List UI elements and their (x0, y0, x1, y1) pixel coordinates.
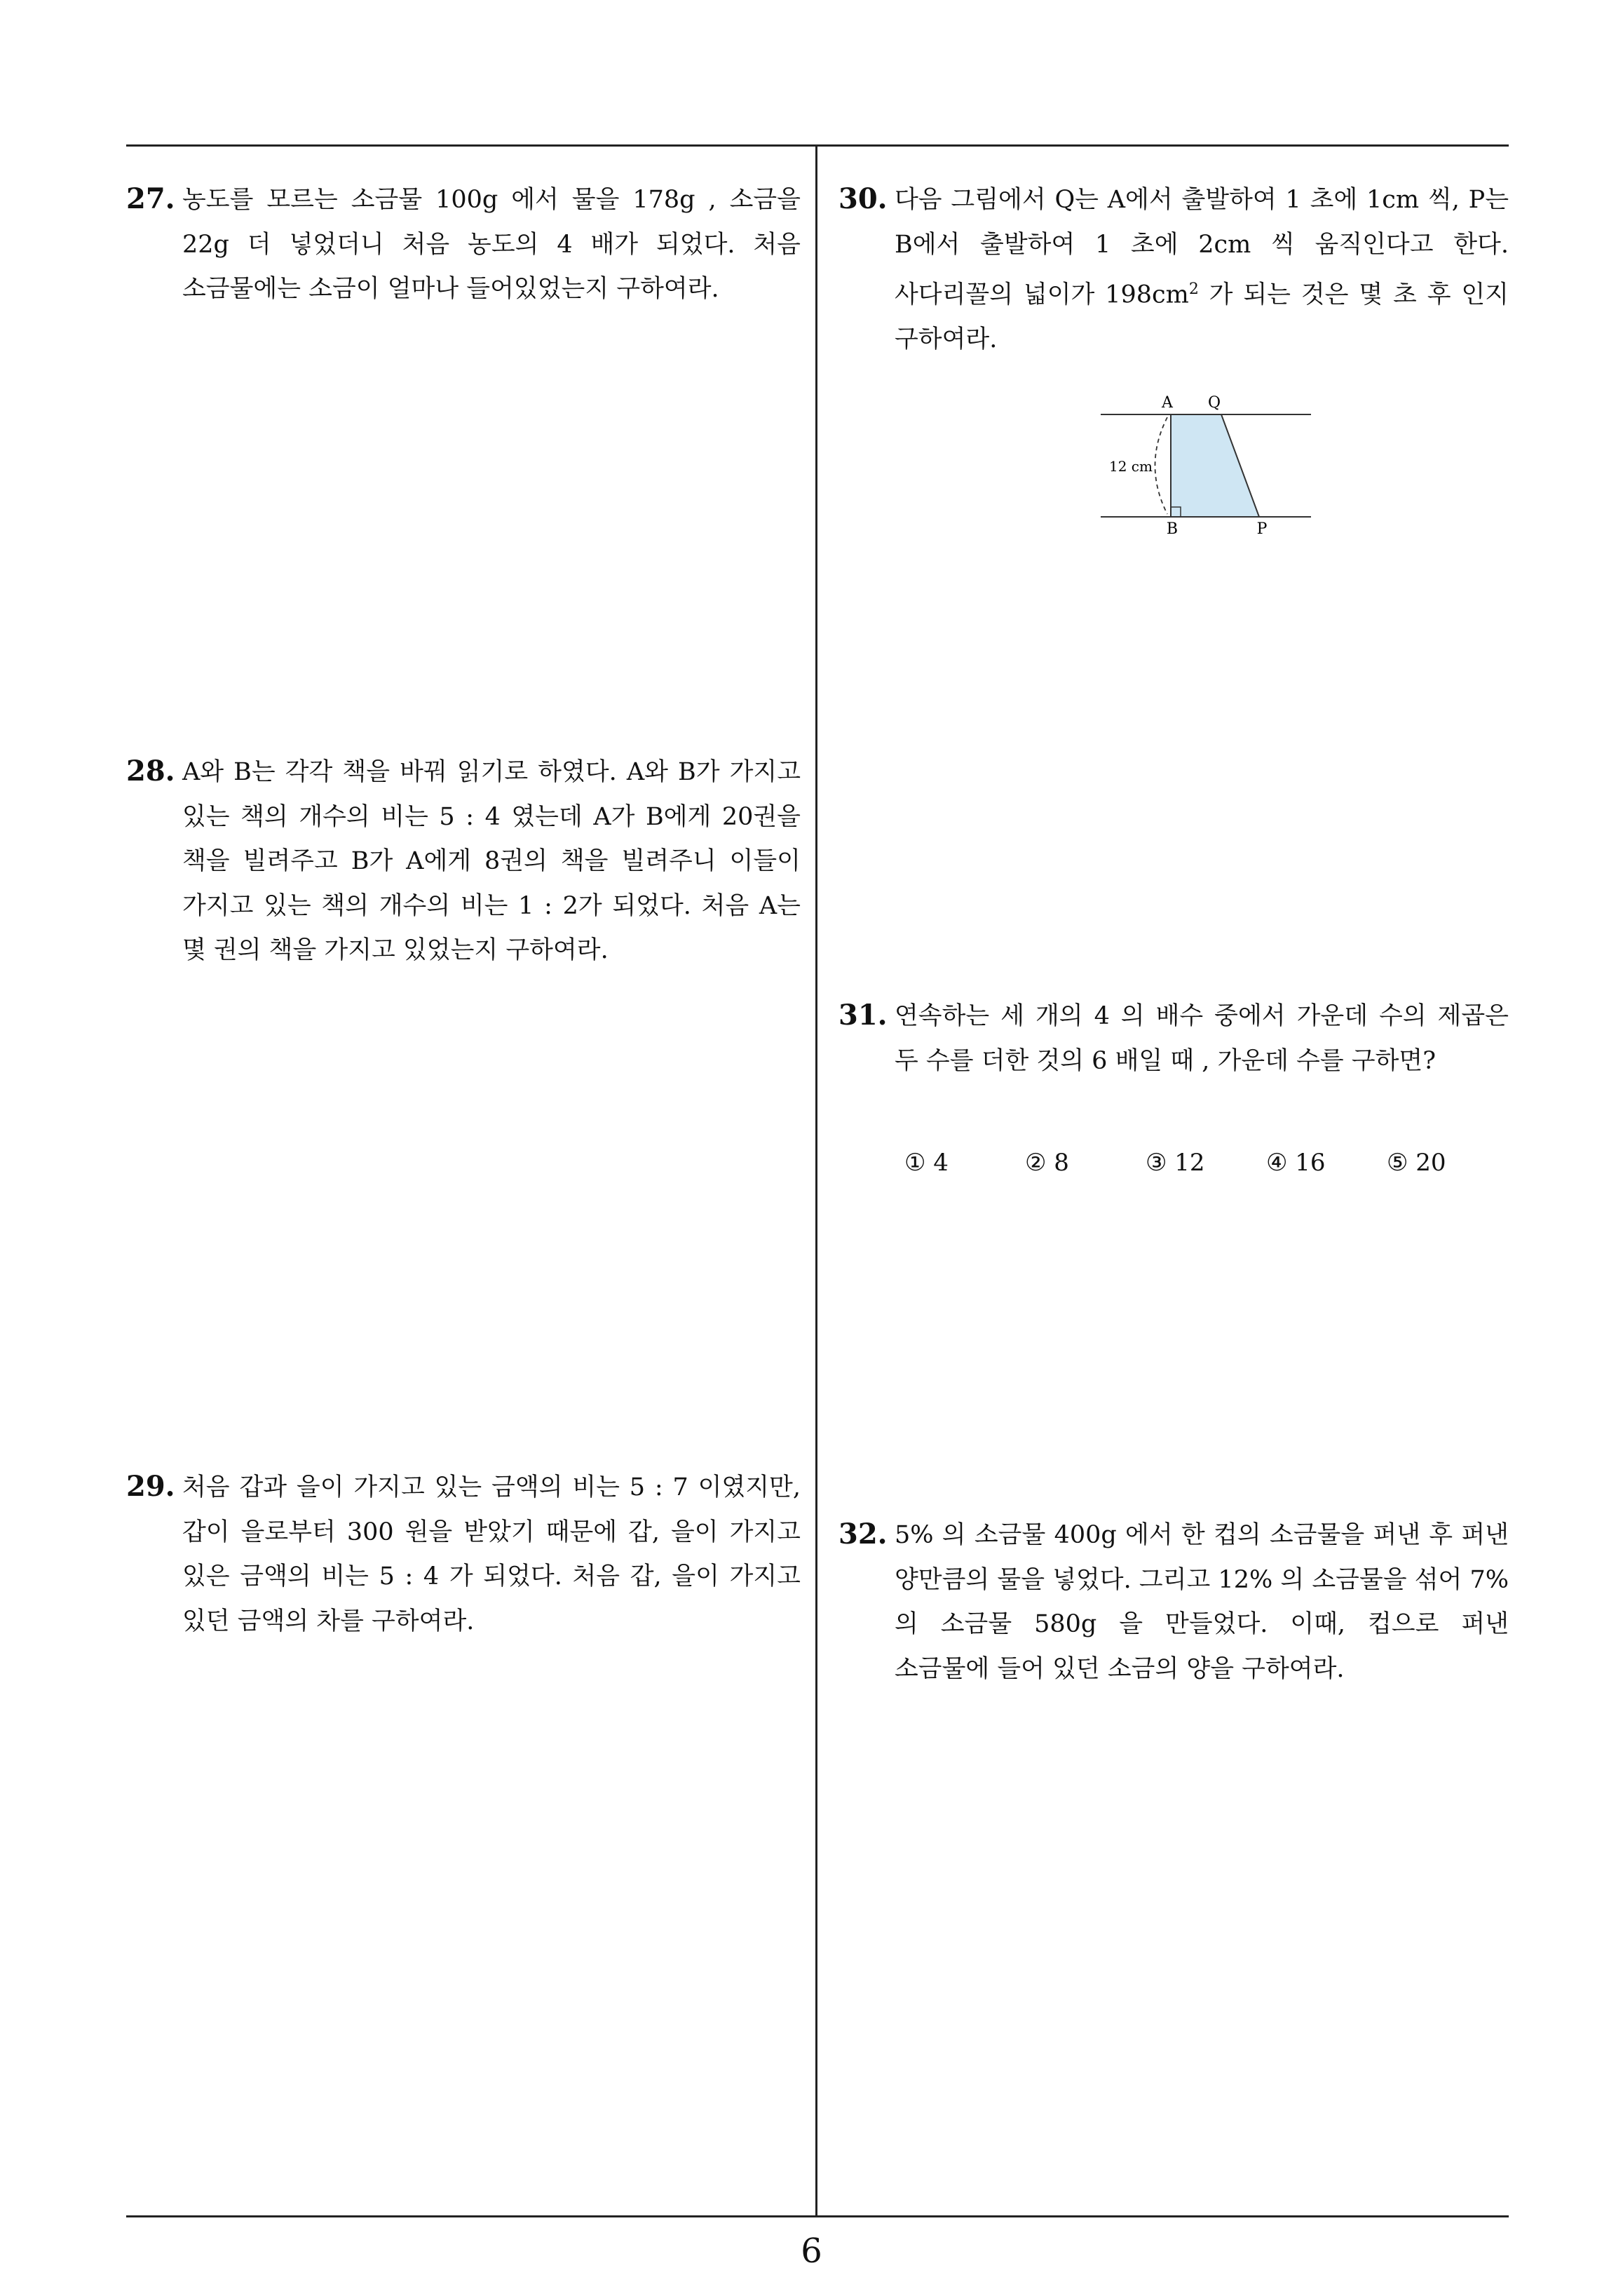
height-brace (1155, 417, 1168, 514)
superscript: 2 (1188, 281, 1199, 298)
problem-text: 연속하는 세 개의 4 의 배수 중에서 가운데 수의 제곱은 두 수를 더한 것의 6 배일 때 , 가운데 수를 구하면? (895, 1002, 1509, 1075)
problem-number: 29. (126, 1470, 175, 1503)
problem-number: 30. (838, 182, 888, 215)
answer-choices (904, 1142, 1507, 1184)
choice-1[interactable]: ① 4 (904, 1149, 949, 1177)
label-q: Q (1207, 394, 1221, 412)
length-label: 12 cm (1109, 458, 1153, 475)
label-p: P (1256, 520, 1268, 538)
label-a: A (1162, 394, 1173, 412)
problem-text (895, 178, 1509, 363)
page-number: 6 (801, 2231, 822, 2271)
bottom-rule (126, 2215, 1509, 2217)
problem-number: 31. (838, 999, 888, 1032)
label-b: B (1166, 520, 1179, 538)
problem-text: 5% 의 소금물 400g 에서 한 컵의 소금물을 퍼낸 후 퍼낸 양만큼의 물을 넣었다. 그리고 12% 의 소금물을 섞어 7% 의 소금물 580g 을 만들었다. 이때, 컵으로 퍼낸 소금물에 들어 있던 소금의 양을 구하여라. (895, 1521, 1509, 1683)
trapezoid-figure (1094, 389, 1318, 551)
trapezoid-shape (1171, 414, 1259, 517)
problem-text: 농도를 모르는 소금물 100g 에서 물을 178g , 소금을 22g 더 넣었더니 처음 농도의 4 배가 되었다. 처음 소금물에는 소금이 얼마나 들어있었는지 구하여라. (182, 186, 801, 303)
choice-3[interactable]: ③ 12 (1146, 1149, 1205, 1177)
top-rule (126, 144, 1509, 147)
column-divider (815, 144, 817, 2217)
problem-text-main: 다음 그림에서 Q는 A에서 출발하여 1 초에 1cm 씩, P는 B에서 출발하여 1 초에 2cm 씩 움직인다고 한다. 사다리꼴의 넓이가 198cm (895, 186, 1509, 309)
problem-number: 32. (838, 1518, 888, 1551)
problem-number: 28. (126, 755, 175, 788)
choice-5[interactable]: ⑤ 20 (1387, 1149, 1446, 1177)
choice-4[interactable]: ④ 16 (1266, 1149, 1326, 1177)
problem-text: A와 B는 각각 책을 바꿔 읽기로 하였다. A와 B가 가지고 있는 책의 개수의 비는 5 : 4 였는데 A가 B에게 20권을 책을 빌려주고 B가 A에게 8권의 책을 빌려주니 이들이 가지고 있는 책의 개수의 비는 1 : 2가 되었다. 처음 A는 몇 권의 책을 가지고 있었는지 구하여라. (182, 758, 801, 964)
problem-number: 27. (126, 182, 175, 215)
problem-text-tail: 가 되는 것은 몇 초 후 인지 구하여라. (895, 281, 1509, 354)
choice-2[interactable]: ② 8 (1025, 1149, 1069, 1177)
problem-text: 처음 갑과 을이 가지고 있는 금액의 비는 5 : 7 이였지만, 갑이 을로부터 300 원을 받았기 때문에 갑, 을이 가지고 있은 금액의 비는 5 : 4 가 되었다. 처음 갑, 을이 가지고 있던 금액의 차를 구하여라. (182, 1473, 801, 1635)
